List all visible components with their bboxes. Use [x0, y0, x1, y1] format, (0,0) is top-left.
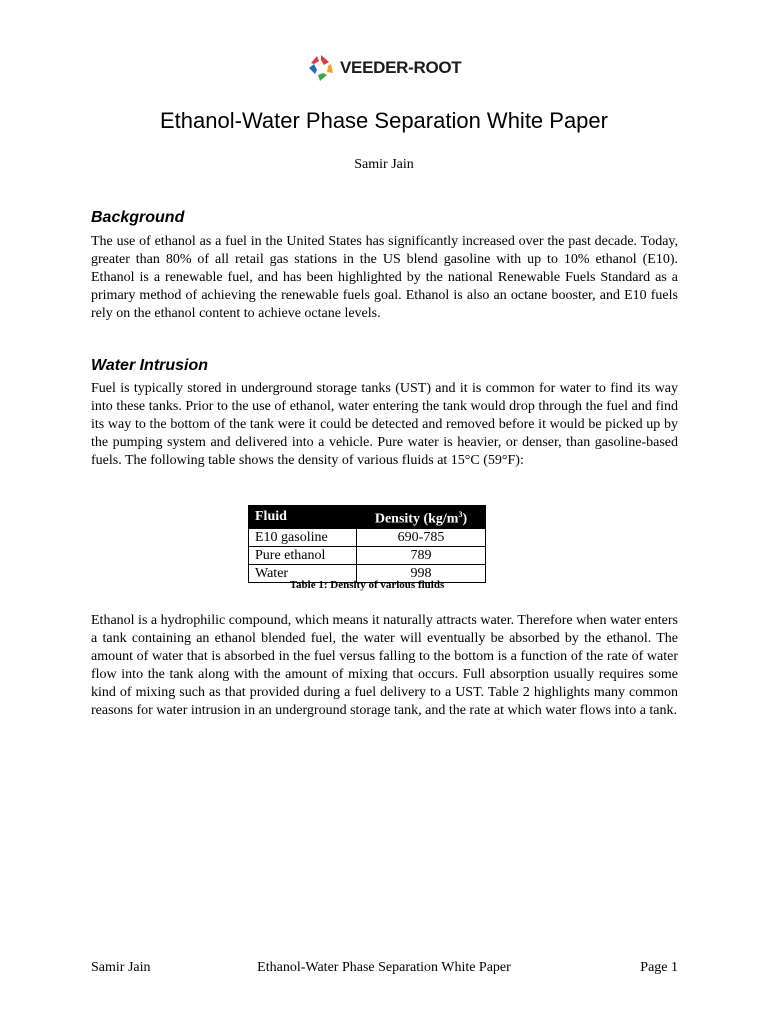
table-header-fluid: Fluid	[249, 506, 357, 529]
table-header-density	[357, 506, 486, 529]
table-cell-fluid: E10 gasoline	[249, 528, 357, 546]
footer-page-number: Page 1	[640, 960, 678, 975]
table-cell-density: 690-785	[357, 528, 486, 546]
density-header-close: )	[462, 511, 468, 527]
table-cell-density: 998	[357, 564, 486, 582]
logo-text: VEEDER-ROOT	[340, 58, 462, 77]
table-cell-fluid: Water	[249, 564, 357, 582]
table-cell-density: 789	[357, 546, 486, 564]
footer-title: Ethanol-Water Phase Separation White Paper	[257, 960, 511, 975]
density-table	[248, 505, 486, 583]
density-header-text: Density (kg/m	[374, 511, 459, 527]
water-intrusion-paragraph-1: Fuel is typically stored in underground storage tanks (UST) and it is common for water to find its way into these tanks. Prior to the use of ethanol, water entering the tank would drop through the fuel and find its way to the bottom of the tank were it could be detected and removed before it would be picked up by the pumping system and delivered into a vehicle. Pure water is heavier, or denser, than gasoline-based fuels. The following table shows the density of various fluids at 15°C (59°F):	[91, 381, 678, 468]
table-row	[249, 546, 486, 564]
table-caption: Table 1: Density of various fluids	[289, 579, 445, 591]
section-heading-background: Background	[91, 209, 185, 226]
table-cell-fluid: Pure ethanol	[249, 546, 357, 564]
veeder-root-logo-icon	[306, 53, 336, 83]
background-paragraph: The use of ethanol as a fuel in the United States has significantly increased over the past decade. Today, greater than 80% of all retail gas stations in the US blend gasoline with up to 10% ethanol (E10). Ethanol is a renewable fuel, and has been highlighted by the national Renewable Fuels Standard as a primary method of achieving the renewable fuels goal. Ethanol is also an octane booster, and E10 fuels rely on the ethanol content to achieve octane levels.	[91, 234, 678, 321]
water-intrusion-paragraph-2: Ethanol is a hydrophilic compound, which means it naturally attracts water. Therefore when water enters a tank containing an ethanol blended fuel, the water will eventually be absorbed by the ethanol. The amount of water that is absorbed in the fuel versus falling to the bottom is a function of the rate of water flow into the tank along with the amount of mixing that occurs. Full absorption usually requires some kind of mixing such as that provided during a fuel delivery to a UST. Table 2 highlights many common reasons for water intrusion in an underground storage tank, and the rate at which water flows into a tank.	[91, 613, 678, 718]
author-name: Samir Jain	[354, 157, 414, 172]
document-title: Ethanol-Water Phase Separation White Paper	[160, 108, 608, 133]
density-header-superscript: 3	[458, 510, 463, 519]
table-header-row	[249, 506, 486, 529]
table-row	[249, 528, 486, 546]
footer-author: Samir Jain	[91, 960, 151, 975]
veeder-root-logo	[306, 52, 461, 84]
section-heading-water-intrusion: Water Intrusion	[91, 357, 209, 374]
